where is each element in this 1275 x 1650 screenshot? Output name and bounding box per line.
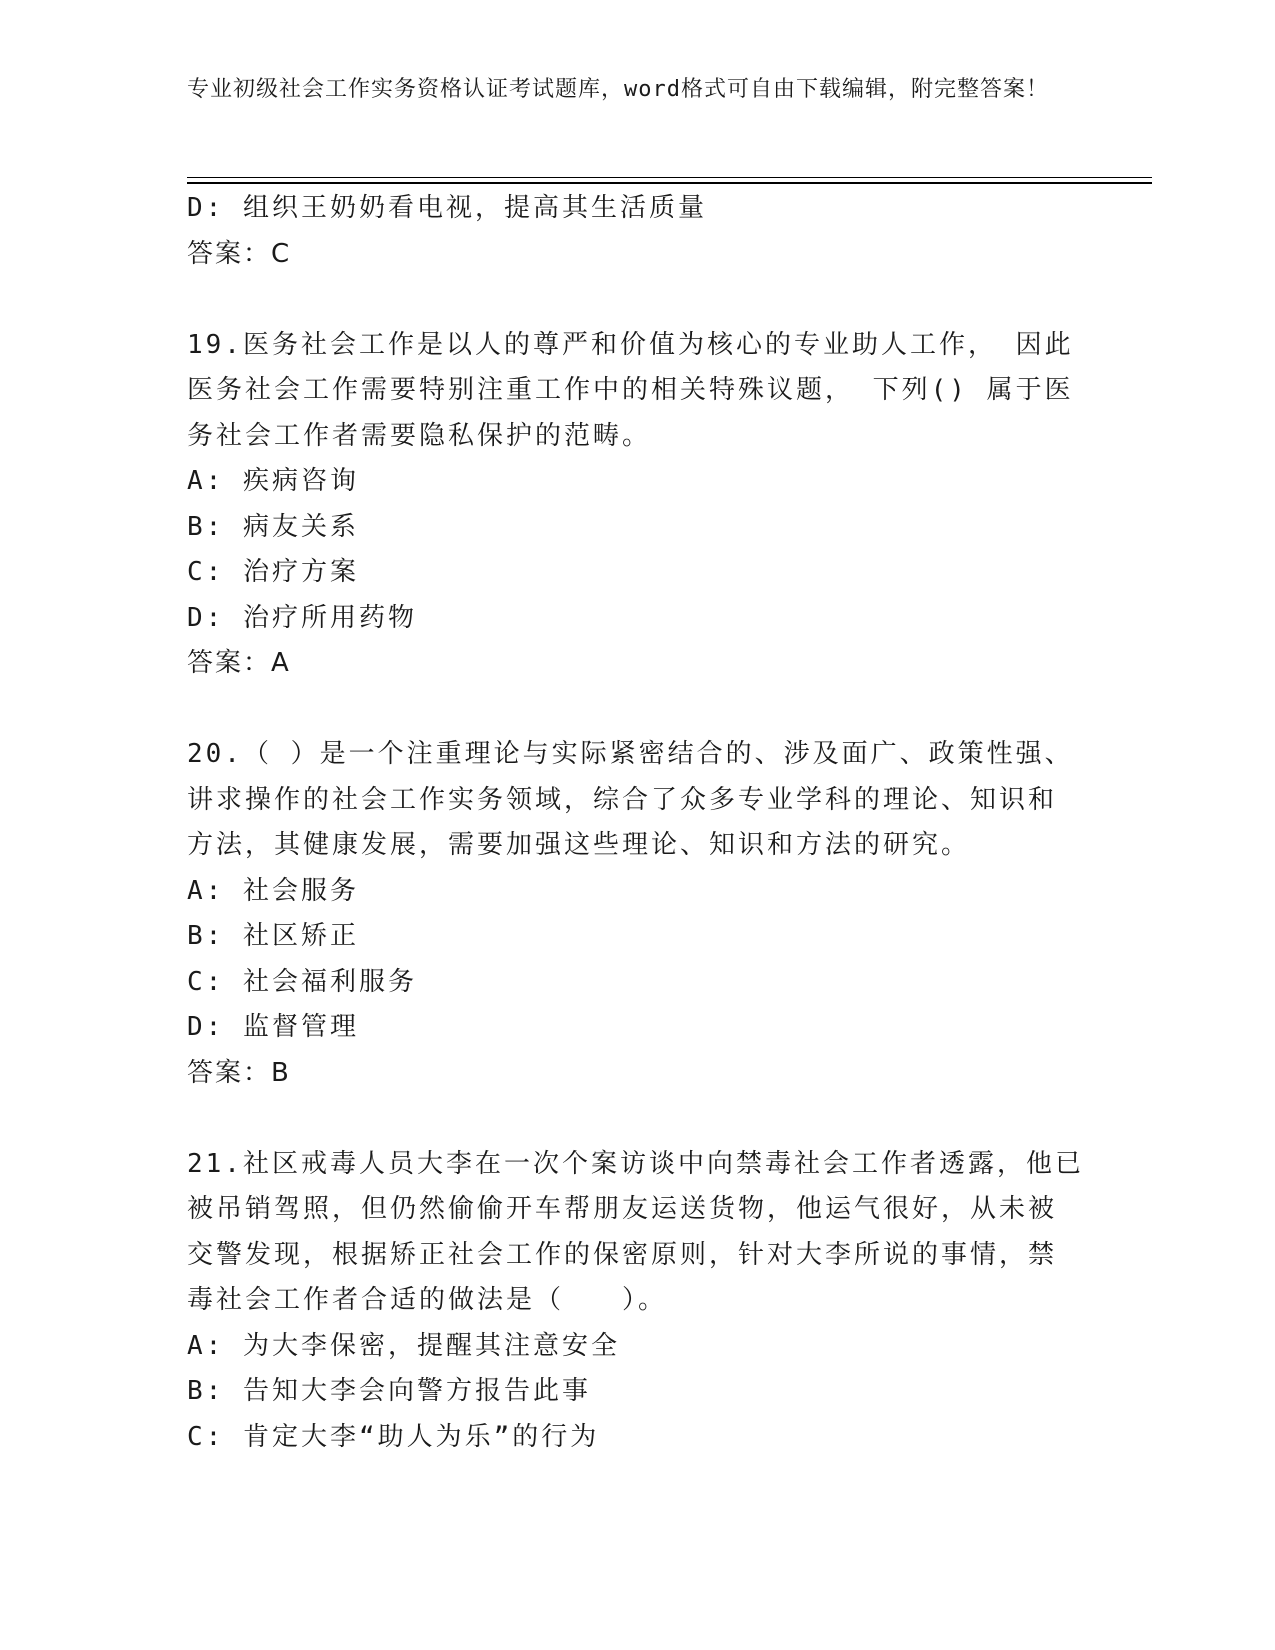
option-b: B: 病友关系 xyxy=(187,511,359,542)
question-21 xyxy=(187,1142,1087,1461)
option-b: B: 社区矫正 xyxy=(187,921,359,951)
question-stem-line: 21.社区戒毒人员大李在一次个案访谈中向禁毒社会工作者透露，他已 xyxy=(187,1148,1084,1179)
answer-line: 答案：A xyxy=(187,648,291,678)
question-stem-line: 毒社会工作者合适的做法是（ ）。 xyxy=(187,1285,668,1315)
question-stem-line: 医务社会工作需要特别注重工作中的相关特殊议题， 下列() 属于医 xyxy=(187,375,1074,405)
page-header: 专业初级社会工作实务资格认证考试题库，word格式可自由下载编辑，附完整答案！ xyxy=(187,77,1049,102)
question-stem-line: 被吊销驾照，但仍然偷偷开车帮朋友运送货物，他运气很好，从未被 xyxy=(187,1194,1058,1224)
option-c: C: 治疗方案 xyxy=(187,557,359,587)
question-content xyxy=(187,186,1087,1460)
option-c: C: 肯定大李“助人为乐”的行为 xyxy=(187,1421,600,1452)
question-stem-line: 20.（ ）是一个注重理论与实际紧密结合的、涉及面广、政策性强、 xyxy=(187,739,1074,769)
option-a: A: 疾病咨询 xyxy=(187,466,359,496)
spacer xyxy=(187,687,1087,733)
option-d: D: 监督管理 xyxy=(187,1012,359,1042)
spacer xyxy=(187,1096,1087,1142)
question-stem-line: 讲求操作的社会工作实务领域，综合了众多专业学科的理论、知识和 xyxy=(187,784,1058,815)
option-c: C: 社会福利服务 xyxy=(187,966,417,997)
answer-line: 答案：B xyxy=(187,1057,291,1088)
answer-line: 答案：C xyxy=(187,238,292,269)
question-stem-line: 19.医务社会工作是以人的尊严和价值为核心的专业助人工作， 因此 xyxy=(187,329,1074,360)
question-19 xyxy=(187,323,1087,687)
question-20 xyxy=(187,732,1087,1096)
question-stem-line: 方法，其健康发展，需要加强这些理论、知识和方法的研究。 xyxy=(187,830,971,860)
header-rule-thin xyxy=(187,177,1152,178)
option-d: D: 治疗所用药物 xyxy=(187,602,417,633)
option-a: A: 社会服务 xyxy=(187,875,359,906)
question-stem-line: 务社会工作者需要隐私保护的范畴。 xyxy=(187,420,652,451)
option-d: D: 组织王奶奶看电视，提高其生活质量 xyxy=(187,193,707,223)
option-a: A: 为大李保密，提醒其注意安全 xyxy=(187,1330,620,1361)
spacer xyxy=(187,277,1087,323)
header-rule-thick xyxy=(187,182,1152,184)
option-b: B: 告知大李会向警方报告此事 xyxy=(187,1376,591,1406)
question-stem-line: 交警发现，根据矫正社会工作的保密原则，针对大李所说的事情，禁 xyxy=(187,1239,1058,1270)
